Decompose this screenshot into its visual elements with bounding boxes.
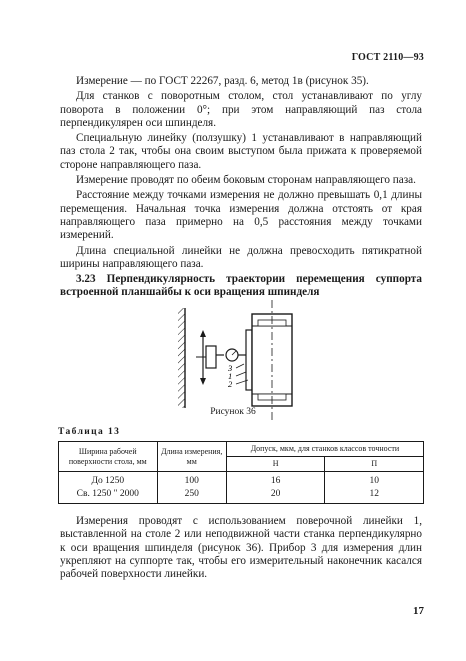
table-wall — [178, 308, 185, 408]
paragraph: Длина специальной линейки не должна превосходить пятикратной ширины направляющего паза. — [60, 244, 422, 270]
cell-width: До 1250 — [59, 472, 158, 489]
table-caption: Таблица 13 — [58, 427, 121, 437]
table-row — [59, 488, 424, 504]
col-header-class-p: П — [325, 457, 424, 472]
page-number: 17 — [413, 605, 424, 617]
table-row — [59, 472, 424, 489]
ruler — [246, 330, 252, 390]
col-header-class-h: Н — [226, 457, 325, 472]
col-header-length: Длина измерения, мм — [157, 442, 226, 472]
col-header-tolerance: Допуск, мкм, для станков классов точности — [226, 442, 423, 457]
paragraph: Для станков с поворотным столом, стол устанавливают по углу поворота в положении 0°; при этом направляющий паз стола перпендикулярен оси шпинделя. — [60, 90, 422, 129]
figure-label-1: 1 — [228, 371, 233, 381]
cell-h: 16 — [226, 472, 325, 489]
col-header-width: Ширина рабочей поверхности стола, мм — [59, 442, 158, 472]
cell-length: 250 — [157, 488, 226, 504]
paragraph: Измерение проводят по обеим боковым сторонам направляющего паза. — [76, 174, 416, 187]
figure-caption: Рисунок 36 — [210, 407, 256, 417]
paragraph: Измерение — по ГОСТ 22267, разд. 6, метод 1в (рисунок 35). — [76, 75, 369, 87]
cell-h: 20 — [226, 488, 325, 504]
cell-width: Св. 1250 " 2000 — [59, 488, 158, 504]
cell-length: 100 — [157, 472, 226, 489]
document-code: ГОСТ 2110—93 — [351, 52, 424, 63]
paragraph: Расстояние между точками измерения не должно превышать 0,1 длины перемещения. Начальная точка измерения должна отстоять от края направляющего паза примерно на 0,5 расстояния между точками измерений. — [60, 189, 422, 242]
figure-label-3: 3 — [228, 363, 233, 373]
cell-p: 10 — [325, 472, 424, 489]
tolerance-table — [58, 441, 424, 504]
paragraph: Измерения проводят с использованием поверочной линейки 1, выставленной на столе 2 или неподвижной части станка перпендикулярно к оси вращения шпинделя (рисунок 36). Прибор 3 для измерения длин укрепляют на суппорте так, чтобы его измерительный наконечник касался рабочей поверхности линейки. — [60, 515, 422, 581]
cell-p: 12 — [325, 488, 424, 504]
figure-label-2: 2 — [228, 379, 233, 389]
body-text-top — [60, 75, 422, 302]
body-text-bottom — [60, 515, 422, 581]
section-heading: 3.23 Перпендикулярность траектории перемещения суппорта встроенной планшайбы к оси вращения шпинделя — [60, 273, 422, 299]
indicator-block — [206, 346, 216, 368]
paragraph: Специальную линейку (ползушку) 1 устанавливают в направляющий паз стола 2 так, чтобы она своим выступом была прижата к проверяемой стороне направляющего паза. — [60, 132, 422, 171]
